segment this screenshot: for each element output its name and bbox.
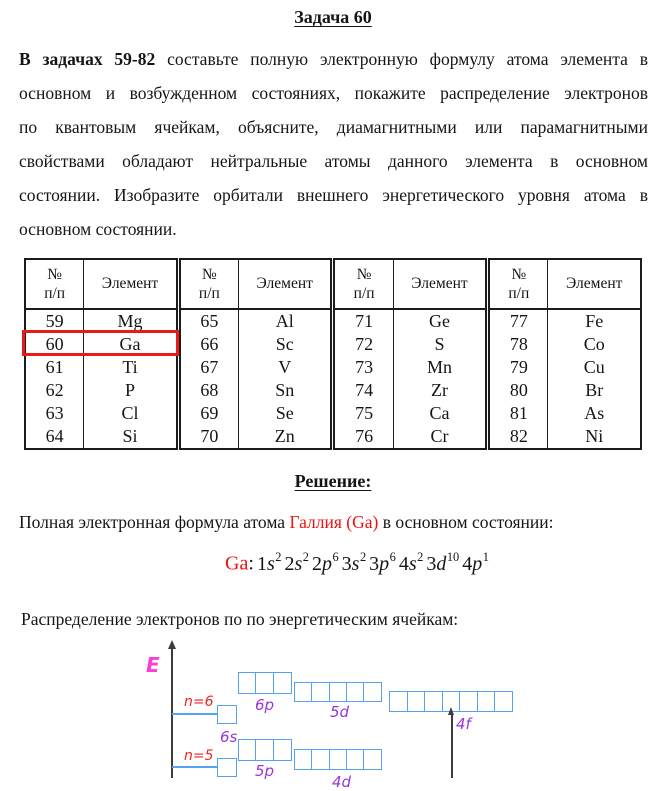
- formula-term: $1s^2$: [256, 550, 282, 575]
- formula-element-symbol: Ga: [225, 552, 249, 575]
- page-title: [0, 7, 666, 28]
- page-title-text: Задача 60: [294, 7, 372, 27]
- table-cell-num: 64: [25, 425, 84, 449]
- table-row: [25, 356, 641, 379]
- table-cell-num: 69: [178, 402, 238, 425]
- paragraph-line: по квантовым ячейкам, объясните, диамагнитными или парамагнитными: [19, 117, 648, 137]
- quantum-cell: [311, 682, 330, 702]
- table-row: [25, 402, 641, 425]
- quantum-cell: [273, 739, 292, 761]
- table-cell-num: 60: [25, 333, 84, 356]
- table-cell-num: 59: [25, 309, 84, 333]
- subshell-label-4f: 4f: [456, 715, 471, 733]
- subshell-row-4d: [294, 749, 382, 770]
- formula-term: $3s^2$: [341, 550, 367, 575]
- table-header-element: Элемент: [239, 259, 333, 309]
- table-cell-element: Co: [548, 333, 641, 356]
- energy-axis-arrow-icon: [168, 640, 176, 649]
- table-header-num: № п/п: [333, 259, 393, 309]
- intro-paragraph: [19, 42, 648, 246]
- quantum-cell: [363, 749, 382, 770]
- subshell-row-s-extra: [217, 758, 237, 777]
- subshell-row-6s: [217, 705, 237, 724]
- quantum-cell: [238, 672, 257, 694]
- table-cell-element: Zr: [393, 379, 487, 402]
- table-cell-num: 82: [488, 425, 548, 449]
- table-header-num: № п/п: [178, 259, 238, 309]
- table-cell-element: Cu: [548, 356, 641, 379]
- level-label-n5: n=5: [184, 748, 214, 764]
- quantum-cell: [424, 691, 443, 712]
- table-header-num: № п/п: [25, 259, 84, 309]
- subshell-label-6p: 6p: [255, 696, 275, 714]
- quantum-cell: [346, 682, 365, 702]
- table-cell-element: Si: [84, 425, 178, 449]
- table-cell-num: 78: [488, 333, 548, 356]
- table-cell-num: 77: [488, 309, 548, 333]
- table-cell-element: Ni: [548, 425, 641, 449]
- table-header-element: Элемент: [84, 259, 178, 309]
- formula-colon: :: [248, 552, 254, 575]
- paragraph-line: основном состоянии.: [19, 219, 177, 239]
- formula-term: $3d^{10}$: [426, 550, 460, 575]
- paragraph-line: В задачах 59-82 составьте полную электронную формулу атома элемента в: [19, 49, 648, 69]
- table-cell-num: 68: [178, 379, 238, 402]
- table-cell-num: 76: [333, 425, 393, 449]
- subshell-row-5p: [238, 739, 292, 761]
- subshell-label-4d: 4d: [332, 773, 352, 791]
- formula-term: $3p^6$: [369, 550, 396, 575]
- energy-diagram: [0, 635, 666, 791]
- table-cell-element: Br: [548, 379, 641, 402]
- table-row: [25, 379, 641, 402]
- paragraph-line: состоянии. Изобразите орбитали внешнего энергетического уровня атома в: [19, 185, 648, 205]
- table-cell-element: Ca: [393, 402, 487, 425]
- level-label-n6: n=6: [184, 694, 214, 710]
- electron-formula: [0, 551, 666, 576]
- quantum-cell: [238, 739, 257, 761]
- paragraph-line: свойствами обладают нейтральные атомы данного элемента в основном: [19, 151, 648, 171]
- quantum-cell: [459, 691, 478, 712]
- arrow-4f-head-icon: [448, 707, 454, 715]
- table-cell-element: Ti: [84, 356, 178, 379]
- table-cell-num: 80: [488, 379, 548, 402]
- quantum-cell: [407, 691, 426, 712]
- table-cell-num: 70: [178, 425, 238, 449]
- subshell-label-5p: 5p: [255, 762, 275, 780]
- quantum-cell: [217, 705, 237, 724]
- table-cell-element: Ga: [84, 333, 178, 356]
- paragraph-line: основном и возбужденном состояниях, покажите распределение электронов: [19, 83, 648, 103]
- energy-axis-label: E: [146, 653, 160, 677]
- formula-intro-after: в основном состоянии:: [378, 512, 554, 532]
- quantum-cell: [273, 672, 292, 694]
- quantum-cell: [294, 682, 313, 702]
- table-cell-element: Mg: [84, 309, 178, 333]
- quantum-cell: [363, 682, 382, 702]
- table-cell-element: V: [239, 356, 333, 379]
- table-cell-element: S: [393, 333, 487, 356]
- table-cell-num: 62: [25, 379, 84, 402]
- element-name-red: Галлия (Ga): [289, 512, 379, 532]
- table-cell-num: 74: [333, 379, 393, 402]
- table-cell-num: 79: [488, 356, 548, 379]
- table-cell-num: 63: [25, 402, 84, 425]
- table-cell-element: Ge: [393, 309, 487, 333]
- table-cell-num: 81: [488, 402, 548, 425]
- solution-heading: [0, 471, 666, 492]
- subshell-label-6s: 6s: [220, 728, 238, 746]
- quantum-cell: [346, 749, 365, 770]
- quantum-cell: [329, 682, 348, 702]
- arrow-4f-line: [451, 714, 453, 778]
- table-cell-element: Sn: [239, 379, 333, 402]
- table-cell-num: 71: [333, 309, 393, 333]
- table-cell-element: As: [548, 402, 641, 425]
- formula-terms: [254, 550, 489, 575]
- quantum-cell: [294, 749, 313, 770]
- table-cell-num: 65: [178, 309, 238, 333]
- level-line-n6: [172, 713, 218, 715]
- table-header-element: Элемент: [548, 259, 641, 309]
- formula-term: $2p^6$: [311, 550, 339, 575]
- quantum-cell: [255, 672, 274, 694]
- table-cell-element: Mn: [393, 356, 487, 379]
- table-cell-element: Cl: [84, 402, 178, 425]
- table-cell-element: Zn: [239, 425, 333, 449]
- formula-intro-line: [19, 512, 648, 533]
- table-cell-num: 67: [178, 356, 238, 379]
- table-header-element: Элемент: [393, 259, 487, 309]
- quantum-cell: [477, 691, 496, 712]
- quantum-cell: [311, 749, 330, 770]
- table-cell-num: 61: [25, 356, 84, 379]
- formula-term: $2s^2$: [284, 550, 309, 575]
- table-cell-element: Sc: [239, 333, 333, 356]
- table-cell-num: 66: [178, 333, 238, 356]
- table-cell-element: Al: [239, 309, 333, 333]
- formula-intro-before: Полная электронная формула атома: [19, 512, 290, 532]
- table-cell-element: Fe: [548, 309, 641, 333]
- table-cell-element: P: [84, 379, 178, 402]
- table-cell-element: Cr: [393, 425, 487, 449]
- table-cell-num: 73: [333, 356, 393, 379]
- quantum-cell: [389, 691, 408, 712]
- quantum-cell: [329, 749, 348, 770]
- table-row: [25, 425, 641, 449]
- formula-term: $4s^2$: [398, 550, 424, 575]
- solution-heading-text: Решение:: [294, 471, 372, 491]
- quantum-cell: [255, 739, 274, 761]
- subshell-row-6p: [238, 672, 292, 694]
- level-line-n5: [172, 766, 218, 768]
- subshell-row-5d: [294, 682, 382, 702]
- subshell-label-5d: 5d: [330, 703, 350, 721]
- quantum-cell: [217, 758, 237, 777]
- table-header-num: № п/п: [488, 259, 548, 309]
- highlight-rectangle: [22, 330, 179, 356]
- table-cell-num: 75: [333, 402, 393, 425]
- distribution-caption: Распределение электронов по по энергетическим ячейкам:: [21, 609, 459, 629]
- table-cell-element: Se: [239, 402, 333, 425]
- formula-term: $4p^1$: [462, 550, 489, 575]
- quantum-cell: [494, 691, 513, 712]
- table-cell-num: 72: [333, 333, 393, 356]
